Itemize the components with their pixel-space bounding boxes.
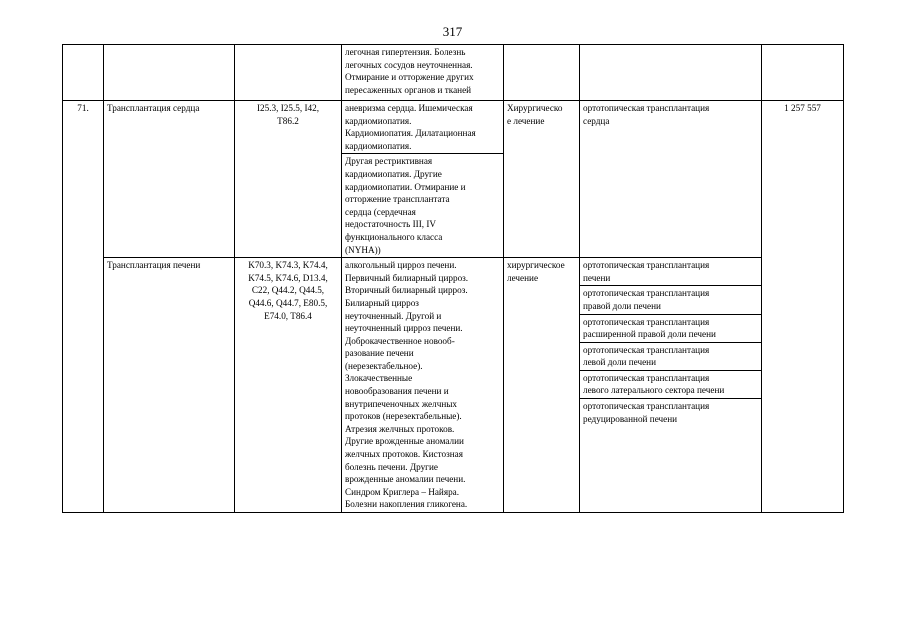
row-number: 71.: [63, 101, 104, 513]
cell-method: ортотопическая трансплантация сердца: [580, 101, 762, 258]
cell-treatment: Хирургическо е лечение: [504, 101, 580, 258]
method-item: ортотопическая трансплантация расширенной правой доли печени: [580, 315, 761, 343]
method-item: ортотопическая трансплантация редуцированной печени: [583, 401, 710, 424]
cell-method: [580, 45, 762, 101]
method-item: ортотопическая трансплантация печени: [580, 258, 761, 286]
diagnosis-part-2: Другая рестриктивная кардиомиопатия. Другие кардиомиопатии. Отмирание и отторжение трансплантата сердца (сердечная недостаточность III, IV функционального класса (NYHA)): [342, 153, 503, 257]
table-row-liver: [63, 258, 844, 513]
cell-diagnosis: алкогольный цирроз печени. Первичный билиарный цирроз. Вторичный билиарный цирроз. Билиарный цирроз неуточненный. Другой и неуточненный цирроз печени. Доброкачественное новооб- разование печени (нерезектабельное). Злокачественные новообразования печени и внутрипеченочных желчных протоков (нерезектабельные). Атрезия желчных протоков. Другие врожденные аномалии желчных протоков. Кистозная болезнь печени. Другие врожденные аномалии печени. Синдром Криглера – Найяра. Болезни накопления гликогена.: [342, 258, 504, 513]
cell-name: Трансплантация сердца: [104, 101, 235, 258]
cell-cost: [762, 45, 844, 101]
cell-codes: K70.3, K74.3, K74.4, K74.5, K74.6, D13.4, C22, Q44.2, Q44.5, Q44.6, Q44.7, E80.5, E74.0, T86.4: [235, 258, 342, 513]
cell-codes: I25.3, I25.5, I42, T86.2: [235, 101, 342, 258]
table-row-heart: [63, 101, 844, 258]
method-item: ортотопическая трансплантация правой доли печени: [580, 286, 761, 314]
cell-treatment: хирургическое лечение: [504, 258, 580, 513]
cell-method-list: [580, 258, 762, 513]
cell-treatment: [504, 45, 580, 101]
table-row-continuation: [63, 45, 844, 101]
page-number: 317: [442, 24, 463, 39]
cell-diagnosis: [342, 101, 504, 258]
diagnosis-part-1: аневризма сердца. Ишемическая кардиомиопатия. Кардиомиопатия. Дилатационная кардиомиопатия.: [345, 103, 476, 151]
cell-diagnosis: легочная гипертензия. Болезнь легочных сосудов неуточненная. Отмирание и отторжение других пересаженных органов и тканей: [342, 45, 504, 101]
method-item: ортотопическая трансплантация левой доли печени: [580, 343, 761, 371]
cell-codes: [235, 45, 342, 101]
cell-cost: 1 257 557: [762, 101, 844, 513]
cell-name: [104, 45, 235, 101]
method-item: ортотопическая трансплантация левого латерального сектора печени: [580, 371, 761, 399]
cell-num: [63, 45, 104, 101]
treatment-table: [62, 44, 844, 513]
cell-name: Трансплантация печени: [104, 258, 235, 513]
